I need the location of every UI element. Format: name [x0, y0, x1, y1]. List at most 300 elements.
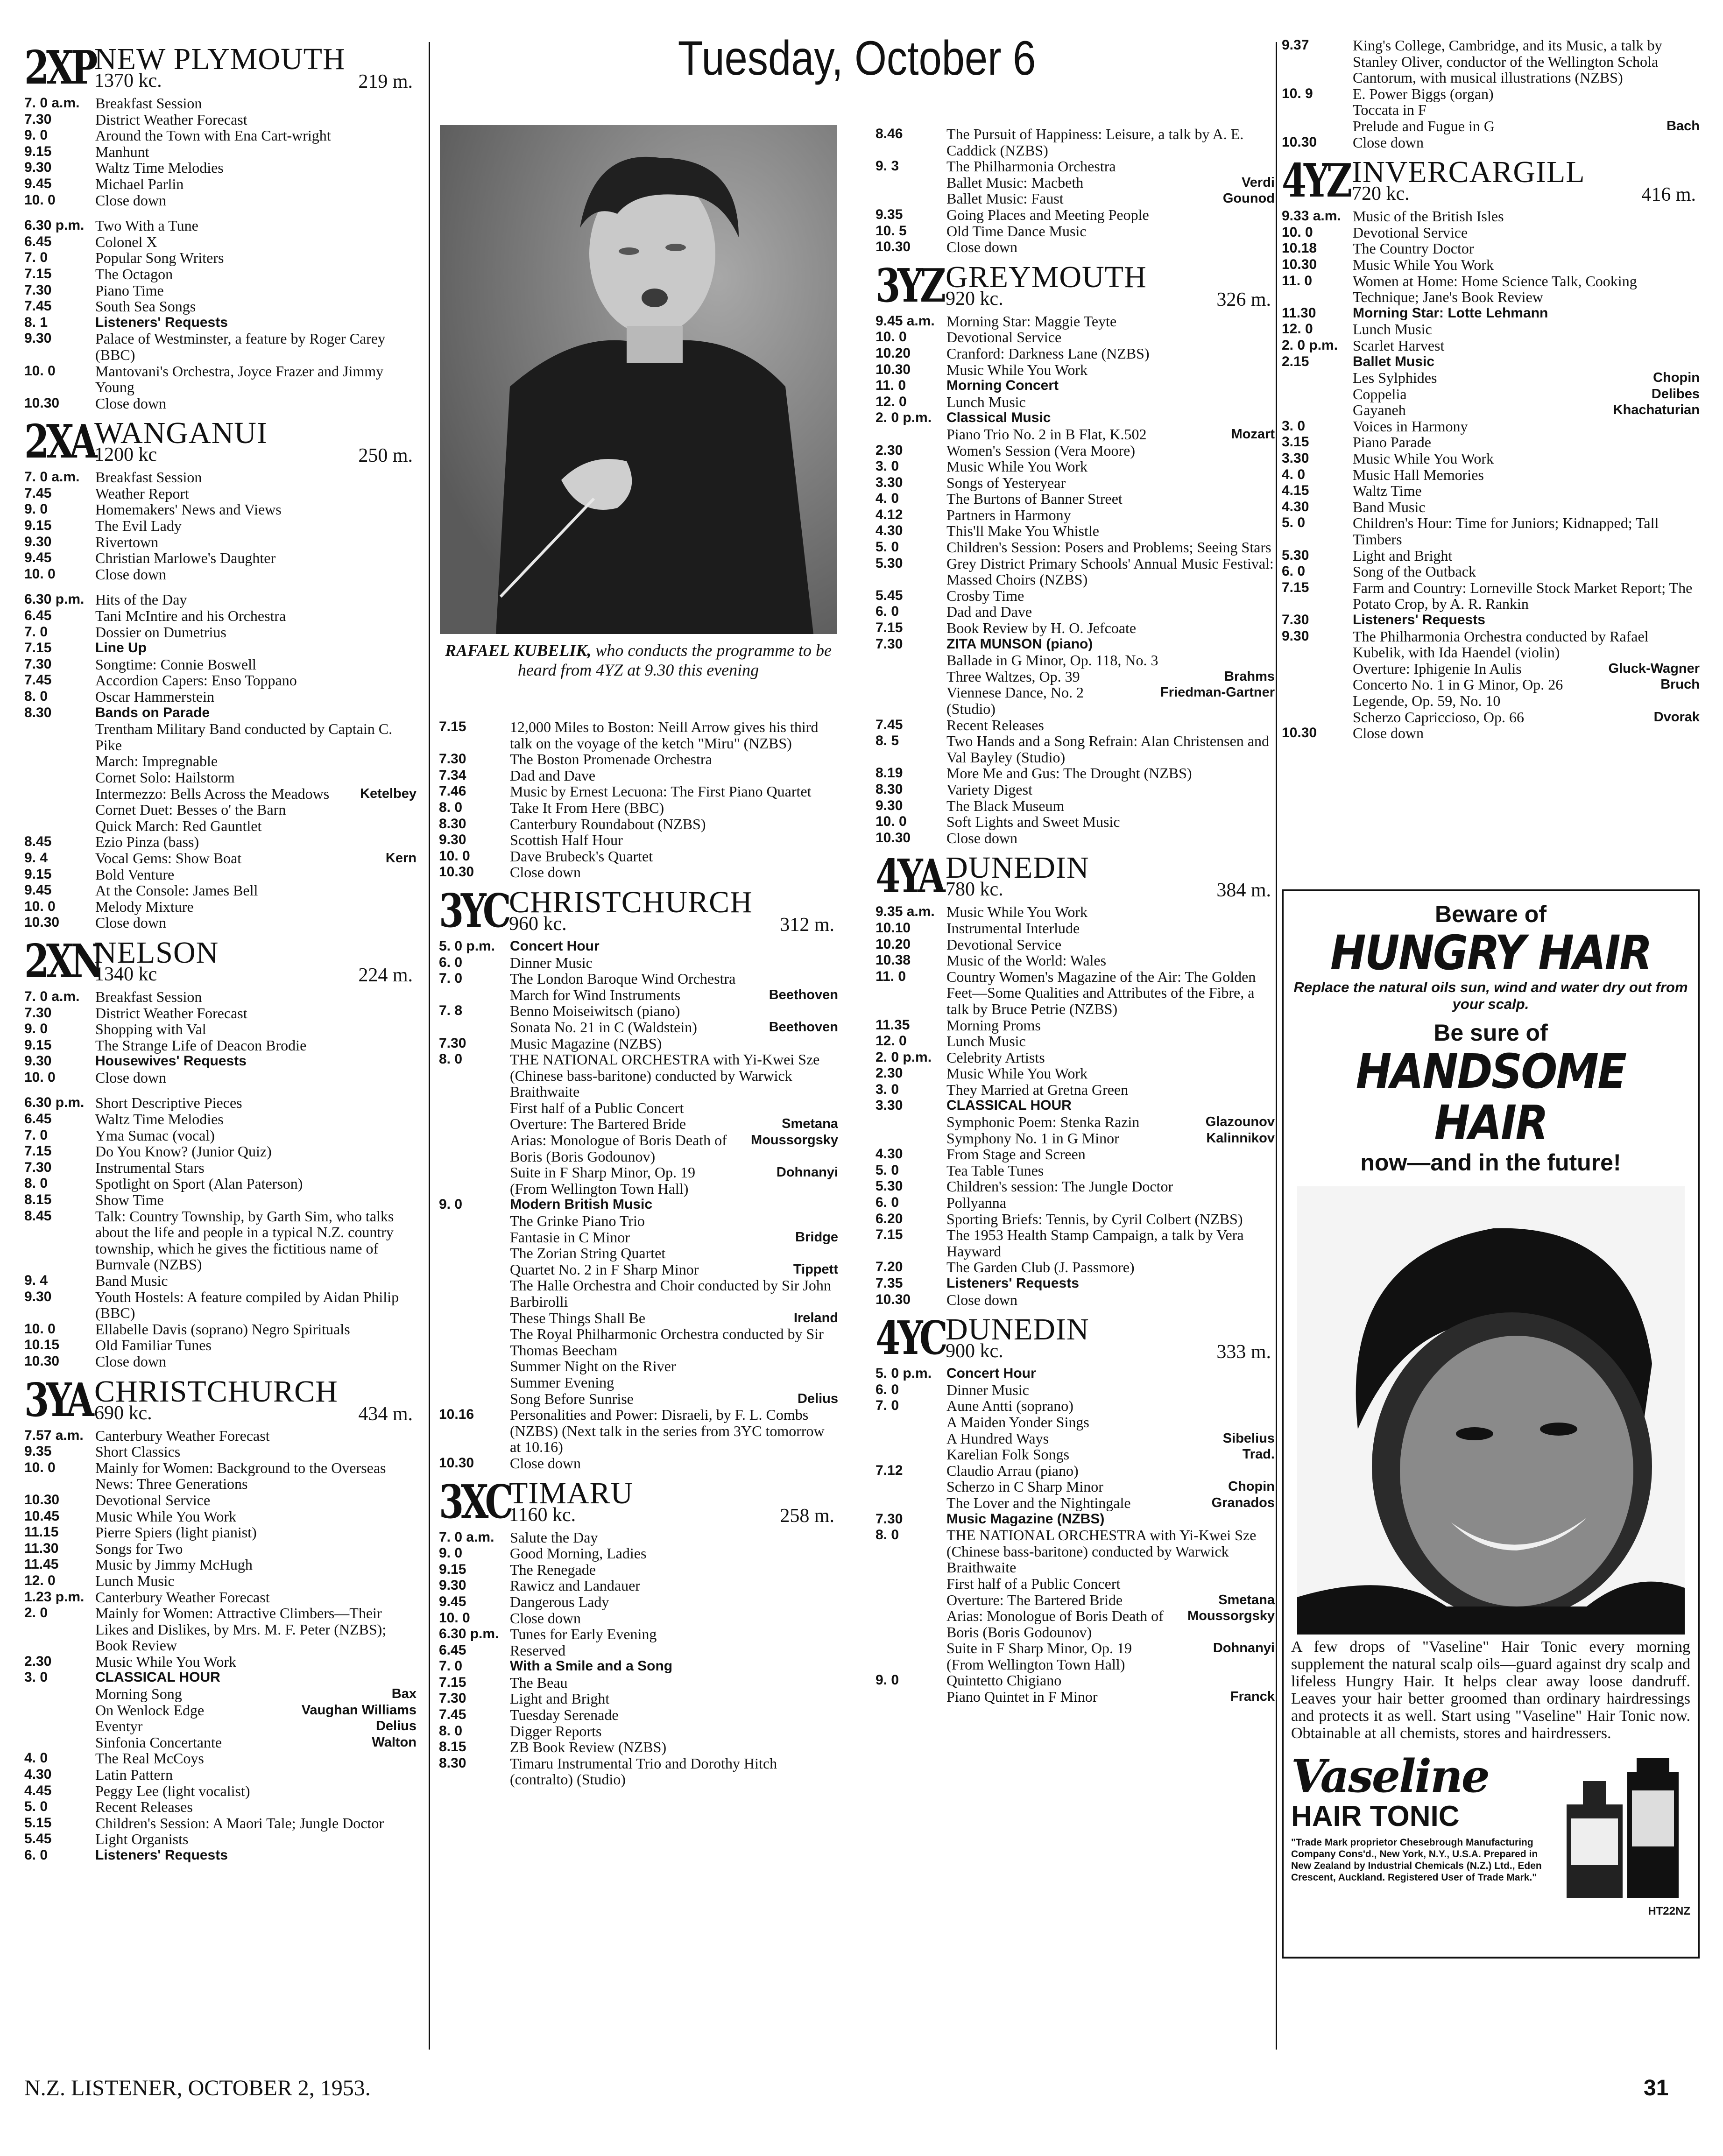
- programme-time: 11. 0: [876, 968, 906, 984]
- programme-item: [24, 1541, 417, 1557]
- station-frequency: 1200 kc: [94, 444, 157, 466]
- programme-time: 7.15: [24, 1143, 52, 1159]
- programme-item-detail: [439, 1261, 838, 1278]
- station-frequency: 690 kc.: [94, 1402, 152, 1424]
- programme-title: Celebrity Artists: [946, 1049, 1045, 1066]
- composer-name: Moussorgsky: [1187, 1608, 1275, 1624]
- programme-item-detail: [876, 175, 1275, 191]
- programme-title: The Beau: [510, 1674, 568, 1691]
- programme-title: Lunch Music: [95, 1572, 175, 1589]
- programme-title: The Country Doctor: [1353, 240, 1474, 257]
- programme-title: Lunch Music: [1353, 321, 1432, 338]
- programme-title: Bold Venture: [95, 866, 175, 883]
- programme-item: [1282, 134, 1700, 151]
- composer-name: Moussorgsky: [751, 1133, 838, 1148]
- programme-time: 9.30: [24, 160, 52, 176]
- programme-title: Popular Song Writers: [95, 249, 224, 267]
- programme-item: [24, 882, 417, 899]
- programme-time: 9. 0: [439, 1545, 463, 1561]
- programme-title: Concert Hour: [510, 938, 600, 954]
- programme-item: [24, 834, 417, 850]
- station-call-sign: 3XC: [439, 1475, 511, 1529]
- composer-name: Smetana: [782, 1116, 838, 1132]
- programme-time: 9.45: [24, 550, 52, 566]
- programme-title: Weather Report: [95, 485, 189, 502]
- caption-name: RAFAEL KUBELIK,: [445, 641, 592, 660]
- programme-item: [24, 899, 417, 915]
- programme-title: Music While You Work: [946, 903, 1088, 921]
- programme-item: [876, 1366, 1275, 1382]
- programme-item-detail: [1282, 661, 1700, 677]
- programme-time: 7.45: [24, 485, 52, 501]
- item-title: Arias: Monologue of Boris Death of Boris (Boris Godounov): [946, 1607, 1164, 1641]
- programme-time: 10.15: [24, 1337, 60, 1353]
- programme-item-detail: [24, 1718, 417, 1734]
- column-divider: [429, 42, 430, 2050]
- programme-time: 6.45: [24, 1111, 52, 1127]
- station-city: CHRISTCHURCH: [94, 1374, 338, 1409]
- programme-item-detail: [439, 1391, 838, 1407]
- programme-time: 10. 0: [876, 814, 907, 830]
- programme-time: 9. 0: [876, 1672, 899, 1688]
- programme-item: [24, 640, 417, 656]
- programme-time: 10. 0: [876, 329, 907, 345]
- programme-title: Waltz Time Melodies: [95, 1111, 224, 1128]
- programme-title: Crosby Time: [946, 587, 1024, 604]
- programme-title: Listeners' Requests: [946, 1275, 1079, 1291]
- item-title: Eventyr: [95, 1718, 143, 1735]
- programme-item: [24, 1831, 417, 1847]
- programme-title: 12,000 Miles to Boston: Neill Arrow gives his third talk on the voyage of the ketch "Miru" (NZBS): [510, 719, 819, 752]
- item-title: March for Wind Instruments: [510, 986, 681, 1003]
- programme-time: 9. 4: [24, 850, 48, 866]
- programme-time: 5. 0: [24, 1799, 48, 1815]
- programme-title: Benno Moiseiwitsch (piano): [510, 1002, 680, 1020]
- station-city: TIMARU: [509, 1476, 634, 1510]
- item-title: Overture: The Bartered Bride: [946, 1591, 1123, 1608]
- programme-time: 7.45: [24, 298, 52, 314]
- ad-trademark-notice: "Trade Mark proprietor Chesebrough Manufacturing Company Cons'd., New York, N.Y., U.S.A. Prepared in New Zealand by Industrial Chemicals (N.Z.) Ltd., Eden Crescent, Auckland. Registered User of Trade Mark.": [1291, 1837, 1542, 1883]
- programme-time: 10.38: [876, 952, 911, 968]
- item-title: Scherzo Capriccioso, Op. 66: [1353, 708, 1525, 726]
- programme-time: 8. 1: [24, 314, 48, 330]
- programme-title: CLASSICAL HOUR: [95, 1670, 220, 1685]
- continued-listing-4yc: [1282, 37, 1700, 150]
- item-title: (From Wellington Town Hall): [946, 1656, 1125, 1673]
- programme-item-detail: [439, 1229, 838, 1246]
- programme-item: [876, 1082, 1275, 1098]
- programme-item: [24, 624, 417, 641]
- composer-name: Dohnanyi: [776, 1165, 838, 1180]
- programme-title: Aune Antti (soprano): [946, 1397, 1073, 1415]
- composer-name: Tippett: [793, 1261, 838, 1277]
- programme-item: [876, 604, 1275, 620]
- composer-name: Beethoven: [769, 987, 838, 1002]
- composer-name: Glazounov: [1205, 1114, 1275, 1130]
- programme-item: [439, 1578, 838, 1594]
- item-title: Song Before Sunrise: [510, 1390, 634, 1407]
- programme-time: 10.45: [24, 1508, 60, 1524]
- programme-item-detail: [439, 1277, 838, 1310]
- programme-time: 4. 0: [876, 491, 899, 507]
- programme-time: 6. 0: [1282, 564, 1306, 579]
- programme-item: [876, 126, 1275, 158]
- column-divider: [1276, 42, 1277, 2050]
- programme-time: 7.45: [876, 717, 903, 733]
- programme-time: 8.46: [876, 126, 903, 141]
- station-call-sign: 3YC: [439, 884, 508, 938]
- item-title: Arias: Monologue of Boris Death of Boris (Boris Godounov): [510, 1132, 727, 1165]
- programme-time: 3.30: [876, 1098, 903, 1113]
- programme-title: Digger Reports: [510, 1722, 602, 1740]
- footer-page-number: 31: [1644, 2076, 1669, 2100]
- programme-item: [24, 1127, 417, 1144]
- programme-item: [876, 158, 1275, 175]
- programme-title: Music by Jimmy McHugh: [95, 1556, 253, 1573]
- programme-title: District Weather Forecast: [95, 1004, 247, 1022]
- programme-title: CLASSICAL HOUR: [946, 1098, 1072, 1113]
- programme-item: [876, 443, 1275, 459]
- composer-name: Bach: [1667, 118, 1700, 134]
- station-header: [876, 850, 1275, 904]
- programme-item: [439, 719, 838, 751]
- programme-item: [876, 410, 1275, 426]
- composer-name: Granados: [1211, 1495, 1275, 1510]
- programme-time: 2. 0 p.m.: [876, 410, 932, 426]
- item-title: Quick March: Red Gauntlet: [95, 817, 262, 834]
- composer-name: Kalinnikov: [1206, 1130, 1275, 1146]
- programme-item-detail: [439, 1132, 838, 1164]
- item-title: The Grinke Piano Trio: [510, 1212, 645, 1230]
- ad-product-code: HT22NZ: [1648, 1905, 1690, 1917]
- programme-item: [24, 192, 417, 209]
- programme-title: Lunch Music: [946, 393, 1026, 410]
- programme-time: 10. 0: [24, 363, 56, 379]
- item-title: These Things Shall Be: [510, 1309, 646, 1326]
- programme-title: With a Smile and a Song: [510, 1658, 673, 1674]
- programme-list: [1282, 208, 1700, 741]
- programme-title: Old Familiar Tunes: [95, 1337, 212, 1354]
- programme-title: Morning Star: Maggie Teyte: [946, 312, 1117, 330]
- programme-item: [24, 1573, 417, 1589]
- programme-title: Recent Releases: [946, 716, 1044, 733]
- programme-item: [24, 1444, 417, 1460]
- programme-time: 4.30: [24, 1767, 52, 1783]
- composer-name: Ketelbey: [360, 786, 417, 801]
- programme-title: Recent Releases: [95, 1798, 193, 1816]
- station-call-sign: 2XP: [24, 41, 95, 95]
- programme-time: 7.30: [24, 656, 52, 672]
- programme-item: [24, 1815, 417, 1832]
- programme-title: Music While You Work: [946, 1065, 1088, 1082]
- programme-item: [24, 176, 417, 192]
- composer-name: Chopin: [1228, 1479, 1275, 1494]
- programme-title: The Strange Life of Deacon Brodie: [95, 1036, 307, 1054]
- composer-name: Dvorak: [1653, 709, 1700, 725]
- programme-title: Timaru Instrumental Trio and Dorothy Hitch (contralto) (Studio): [510, 1754, 777, 1788]
- list-spacer: [24, 208, 417, 218]
- programme-item: [439, 1036, 838, 1052]
- programme-time: 7.34: [439, 767, 466, 783]
- programme-time: 7.30: [439, 1691, 466, 1706]
- programme-item-detail: [876, 684, 1275, 701]
- item-title: The Lover and the Nightingale: [946, 1494, 1131, 1511]
- station-call-sign: 3YA: [24, 1373, 92, 1427]
- programme-time: 3. 0: [1282, 418, 1306, 434]
- programme-time: 3.30: [876, 474, 903, 490]
- programme-title: Short Descriptive Pieces: [95, 1094, 242, 1112]
- programme-time: 7.15: [439, 719, 466, 734]
- programme-title: Waltz Time: [1353, 482, 1422, 500]
- list-spacer: [24, 582, 417, 592]
- programme-title: Old Time Dance Music: [946, 222, 1087, 240]
- programme-time: 9.15: [439, 1561, 466, 1577]
- programme-item: [24, 250, 417, 266]
- programme-time: 10.30: [24, 915, 60, 930]
- programme-item-detail: [24, 753, 417, 769]
- programme-title: More Me and Gus: The Drought (NZBS): [946, 765, 1192, 782]
- programme-item-detail: [876, 1446, 1275, 1463]
- programme-title: Dossier on Dumetrius: [95, 623, 226, 641]
- programme-title: Children's session: The Jungle Doctor: [946, 1178, 1173, 1195]
- station-2xp: [24, 41, 417, 412]
- programme-item-detail: [1282, 402, 1700, 418]
- programme-title: Tani McIntire and his Orchestra: [95, 607, 286, 625]
- programme-item: [876, 329, 1275, 345]
- programme-item: [24, 1095, 417, 1111]
- programme-list: [439, 1529, 838, 1788]
- programme-title: Breakfast Session: [95, 95, 202, 112]
- programme-item-detail: [1282, 693, 1700, 709]
- programme-title: Songs of Yesteryear: [946, 474, 1066, 491]
- programme-item-detail: [24, 1734, 417, 1751]
- station-header: [439, 1475, 838, 1529]
- footer-publication: N.Z. LISTENER, OCTOBER 2, 1953.: [24, 2076, 371, 2100]
- programme-time: 7. 0: [439, 971, 463, 986]
- programme-time: 3. 0: [876, 1081, 899, 1097]
- programme-time: 9.35 a.m.: [876, 904, 935, 920]
- programme-item: [24, 1847, 417, 1864]
- programme-item: [24, 1037, 417, 1054]
- programme-time: 3. 0: [24, 1670, 48, 1685]
- programme-title: Breakfast Session: [95, 988, 202, 1005]
- programme-time: 7.57 a.m.: [24, 1427, 84, 1443]
- programme-item: [24, 144, 417, 160]
- programme-item: [24, 395, 417, 412]
- programme-time: 6. 0: [876, 604, 899, 620]
- programme-time: 10. 5: [876, 223, 907, 239]
- programme-item: [876, 1463, 1275, 1479]
- programme-time: 11.35: [876, 1017, 910, 1033]
- composer-name: Smetana: [1218, 1592, 1275, 1607]
- programme-time: 9.30: [876, 797, 903, 813]
- ad-hungry-hair: HUNGRY HAIR: [1330, 925, 1652, 981]
- programme-title: Farm and Country: Lorneville Stock Market Report; The Potato Crop, by A. R. Rankin: [1353, 579, 1693, 613]
- programme-item: [24, 127, 417, 144]
- programme-title: The Burtons of Banner Street: [946, 490, 1123, 507]
- item-title: Fantasie in C Minor: [510, 1228, 630, 1246]
- programme-time: 9.30: [24, 1289, 52, 1304]
- programme-title: Music of the World: Wales: [946, 952, 1107, 969]
- programme-item: [876, 223, 1275, 240]
- station-4yz: [1282, 154, 1700, 741]
- programme-time: 9. 0: [24, 1021, 48, 1037]
- item-title: (Studio): [946, 700, 996, 717]
- programme-item: [876, 1292, 1275, 1308]
- programme-time: 4. 0: [24, 1750, 48, 1766]
- programme-title: Colonel X: [95, 233, 157, 250]
- item-title: The Royal Philharmonic Orchestra conducted by Sir Thomas Beecham: [510, 1325, 824, 1359]
- programme-time: 9.37: [1282, 37, 1309, 53]
- station-frequency: 720 kc.: [1352, 183, 1410, 205]
- composer-name: Bruch: [1660, 677, 1700, 692]
- programme-item: [876, 1672, 1275, 1689]
- station-header: [24, 415, 417, 469]
- programme-title: Talk: Country Township, by Garth Sim, who talks about the life and people in a typical N.Z. country township, which he gives the fictitious name of Burnvale (NZBS): [95, 1207, 394, 1273]
- programme-item: [1282, 483, 1700, 499]
- programme-list: [876, 904, 1275, 1308]
- programme-time: 9.30: [24, 331, 52, 346]
- programme-title: Band Music: [95, 1272, 168, 1289]
- programme-time: 7. 0: [24, 250, 48, 266]
- programme-item: [439, 1707, 838, 1723]
- programme-title: Close down: [946, 829, 1017, 846]
- programme-title: Around the Town with Ena Cart-wright: [95, 127, 331, 144]
- programme-time: 7.30: [24, 1159, 52, 1175]
- programme-item: [24, 112, 417, 128]
- programme-item: [439, 938, 838, 955]
- programme-time: 11.15: [24, 1524, 59, 1540]
- programme-item: [1282, 240, 1700, 257]
- programme-time: 7.30: [1282, 612, 1309, 627]
- ad-bottle-illustration: [1557, 1753, 1690, 1918]
- programme-item: [24, 518, 417, 534]
- page-title: Tuesday, October 6: [678, 31, 1036, 85]
- item-title: Suite in F Sharp Minor, Op. 19: [510, 1164, 695, 1181]
- programme-item: [24, 592, 417, 608]
- programme-time: 6.45: [24, 608, 52, 624]
- programme-item: [876, 830, 1275, 846]
- programme-title: King's College, Cambridge, and its Music, a talk by Stanley Oliver, conductor of the Wellington Schola Cantorum, with musical illustrations (NZBS): [1353, 37, 1662, 86]
- programme-item: [439, 816, 838, 832]
- item-title: Three Waltzes, Op. 39: [946, 668, 1080, 685]
- programme-item: [439, 864, 838, 881]
- item-title: Trentham Military Band conducted by Captain C. Pike: [95, 720, 393, 754]
- programme-item: [439, 955, 838, 971]
- composer-name: Khachaturian: [1613, 402, 1700, 418]
- programme-item: [876, 239, 1275, 255]
- item-title: Symphonic Poem: Stenka Razin: [946, 1113, 1140, 1131]
- programme-item: [1282, 354, 1700, 370]
- programme-title: Music While You Work: [946, 361, 1088, 378]
- programme-time: 7.45: [439, 1707, 466, 1723]
- programme-item-detail: [24, 1702, 417, 1719]
- programme-item: [876, 1382, 1275, 1398]
- programme-time: 7. 8: [439, 1003, 463, 1019]
- programme-time: 10.30: [876, 830, 911, 845]
- ad-future: now—and in the future!: [1360, 1149, 1621, 1176]
- composer-name: Vaughan Williams: [301, 1702, 417, 1718]
- item-title: Intermezzo: Bells Across the Meadows: [95, 785, 330, 802]
- programme-item: [24, 1767, 417, 1783]
- station-city: WANGANUI: [94, 416, 268, 451]
- programme-time: 5. 0 p.m.: [876, 1366, 932, 1381]
- programme-item: [24, 1321, 417, 1338]
- programme-item-detail: [439, 1100, 838, 1116]
- composer-name: Walton: [372, 1734, 417, 1750]
- composer-name: Dohnanyi: [1213, 1641, 1275, 1656]
- programme-item: [439, 1642, 838, 1659]
- programme-item: [1282, 612, 1700, 628]
- programme-title: Close down: [510, 1454, 581, 1472]
- programme-title: District Weather Forecast: [95, 111, 247, 128]
- programme-item: [876, 1163, 1275, 1179]
- programme-time: 9.45: [439, 1593, 466, 1609]
- programme-item: [24, 1208, 417, 1273]
- programme-item: [24, 989, 417, 1005]
- programme-time: 7.15: [439, 1674, 466, 1690]
- station-header: [876, 259, 1275, 313]
- programme-item: [876, 313, 1275, 330]
- programme-time: 7. 0 a.m.: [24, 95, 80, 111]
- ad-handsome-hair: HANDSOME HAIR: [1356, 1044, 1626, 1151]
- programme-item: [1282, 273, 1700, 305]
- programme-title: Close down: [95, 1353, 166, 1370]
- programme-item: [876, 1511, 1275, 1528]
- programme-item: [24, 1783, 417, 1799]
- programme-time: 5.45: [24, 1831, 52, 1847]
- programme-time: 9.30: [439, 832, 466, 848]
- tonic-bottle-icon: [1557, 1753, 1688, 1902]
- programme-title: Close down: [95, 1069, 166, 1086]
- programme-title: Light Organists: [95, 1831, 189, 1848]
- programme-item: [24, 1508, 417, 1525]
- programme-item: [439, 751, 838, 768]
- programme-title: The London Baroque Wind Orchestra: [510, 970, 736, 987]
- programme-item: [876, 588, 1275, 604]
- programme-time: 4.30: [1282, 499, 1309, 514]
- programme-item: [24, 1289, 417, 1321]
- programme-time: 6. 0: [439, 954, 463, 970]
- programme-item: [24, 1524, 417, 1541]
- programme-title: Children's Session: Posers and Problems; Seeing Stars: [946, 539, 1271, 556]
- list-spacer: [24, 1085, 417, 1095]
- programme-item-detail: [24, 721, 417, 753]
- programme-title: Piano Time: [95, 282, 164, 299]
- programme-title: Song of the Outback: [1353, 563, 1476, 580]
- programme-title: Listeners' Requests: [95, 1847, 228, 1863]
- programme-item: [1282, 467, 1700, 483]
- programme-time: 2. 0 p.m.: [876, 1049, 932, 1065]
- programme-title: Concert Hour: [946, 1366, 1036, 1381]
- station-header: [439, 884, 838, 938]
- ad-man-illustration: [1297, 1186, 1685, 1635]
- programme-time: 6. 0: [876, 1195, 899, 1211]
- programme-time: 4.30: [876, 523, 903, 539]
- item-title: Overture: Iphigenie In Aulis: [1353, 660, 1522, 677]
- programme-item: [24, 315, 417, 331]
- programme-item: [24, 656, 417, 673]
- programme-item: [1282, 321, 1700, 338]
- programme-item: [876, 937, 1275, 953]
- item-title: Sinfonia Concertante: [95, 1733, 222, 1751]
- programme-title: The Evil Lady: [95, 517, 182, 535]
- programme-item: [1282, 515, 1700, 547]
- station-2xa: [24, 415, 417, 931]
- programme-time: 2. 0 p.m.: [1282, 337, 1338, 353]
- programme-item: [1282, 225, 1700, 241]
- programme-title: Mainly for Women: Attractive Climbers—Their Likes and Dislikes, by Mrs. M. F. Peter (NZBS); Book Review: [95, 1605, 387, 1654]
